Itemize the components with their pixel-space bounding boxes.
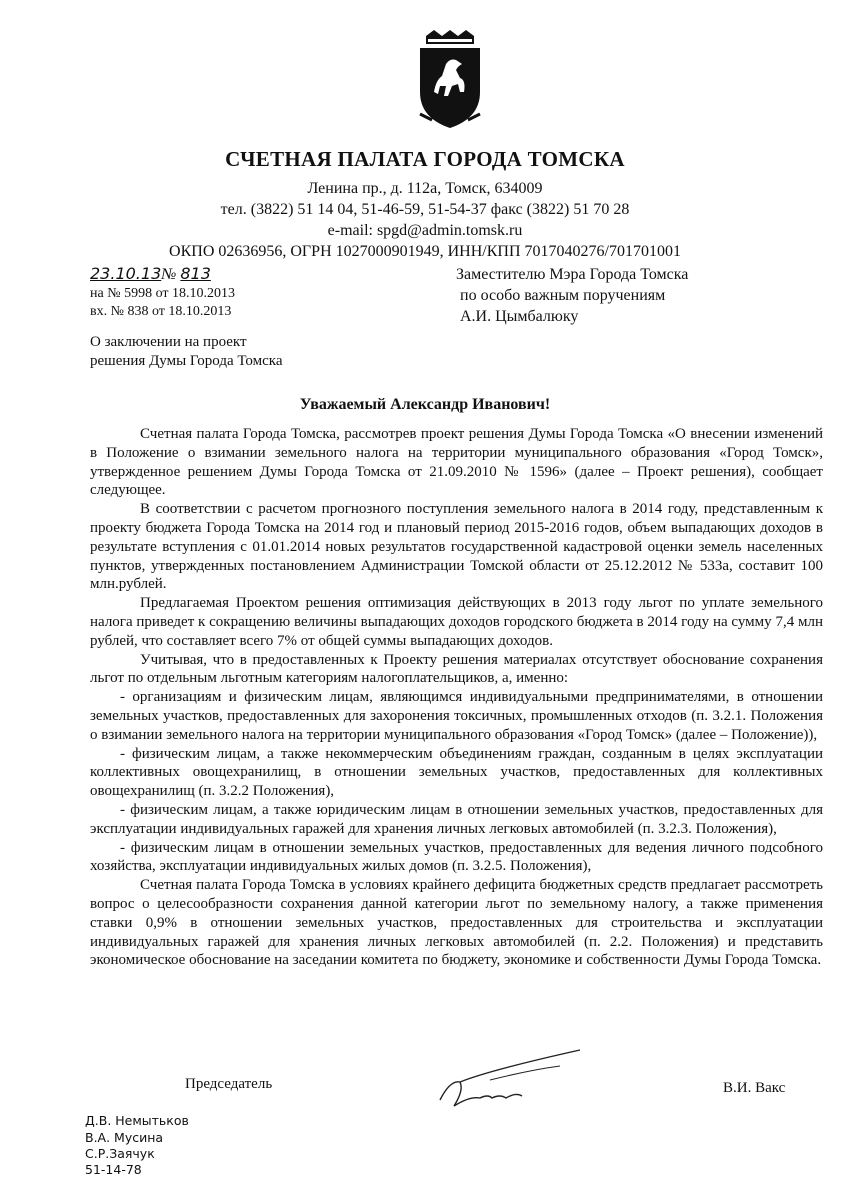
organization-codes: ОКПО 02636956, ОГРН 1027000901949, ИНН/КПП 7017040276/701701001 xyxy=(169,243,681,260)
signature-icon xyxy=(430,1040,590,1120)
executor-line: Д.В. Немытьков xyxy=(85,1113,189,1128)
list-item: - физическим лицам, а также юридическим лицам в отношении земельных участков, предоставленных для эксплуатации индивидуальных гаражей для хранения личных легковых автомобилей (п. 3.2.3. Положения), xyxy=(90,801,823,837)
outgoing-number-value: 813 xyxy=(180,264,211,283)
list-item: - физическим лицам, а также некоммерческим объединениям граждан, созданным в целях эксплуатации коллективных овощехранилищ, в отношении земельных участков, предоставленных для коллективных овощехранилищ (п. 3.2.2 Положения), xyxy=(90,745,823,800)
greeting: Уважаемый Александр Иванович! xyxy=(299,396,551,413)
body-paragraph: Предлагаемая Проектом решения оптимизация действующих в 2013 году льгот по уплате земельного налога приведет к сокращению величины выпадающих доходов городского бюджета в 2014 году на сумму 7,4 млн рублей, что составляет всего 7% от общей суммы выпадающих доходов. xyxy=(90,595,823,649)
subject-line: О заключении на проект xyxy=(90,334,247,350)
body-paragraph: Учитывая, что в предоставленных к Проекту решения материалах отсутствует обоснование сохранения льгот по отдельным льготным категориям налогоплательщиков, а, именно: xyxy=(90,651,823,687)
executor-line: С.Р.Заячук xyxy=(85,1146,155,1161)
outgoing-date: 23.10.13 xyxy=(90,264,162,283)
organization-phones: тел. (3822) 51 14 04, 51-46-59, 51-54-37 факс (3822) 51 70 28 xyxy=(220,201,630,218)
executor-phone: 51-14-78 xyxy=(85,1162,142,1177)
addressee-line: А.И. Цымбалюку xyxy=(460,308,579,325)
outgoing-number xyxy=(90,264,211,284)
addressee-line: Заместителю Мэра Города Томска xyxy=(456,266,689,283)
number-sign: № xyxy=(161,266,177,283)
body-paragraph: Счетная палата Города Томска, рассмотрев проект решения Думы Города Томска «О внесении изменений в Положение о взимании земельного налога на территории муниципального образования «Город Томск», утвержденное решением Думы Города Томска от 21.09.2010 № 1596» (далее – Проект решения), сообщает следующее. xyxy=(90,426,823,499)
organization-email: e-mail: spgd@admin.tomsk.ru xyxy=(327,222,523,239)
body-paragraph: В соответствии с расчетом прогнозного поступления земельного налога в 2014 году, представленным к проекту бюджета Города Томска на 2014 год и плановый период 2015-2016 годов, объем выпадающих доходов в результате вступления с 01.01.2014 новых результатов государственной кадастровой оценки земель населенных пунктов, утвержденных постановлением Администрации Томской области от 25.12.2012 № 533а, составит 100 млн.рублей. xyxy=(90,501,823,593)
list-item: - организациям и физическим лицам, являющимся индивидуальными предпринимателями, в отношении земельных участков, предоставленных для захоронения токсичных, промышленных отходов (п. 3.2.1. Положения о взимании земельного налога на территории муниципального образования «Город Томск» (далее – Положение)), xyxy=(90,689,823,743)
letter-body xyxy=(90,425,823,970)
body-paragraph: Счетная палата Города Томска в условиях крайнего дефицита бюджетных средств предлагает рассмотреть вопрос о целесообразности сохранения данной категории льгот по земельному налогу, а также применения ставки 0,9% в отношении земельных участков, предоставленных для строительства и эксплуатации индивидуальных гаражей для хранения личных легковых автомобилей (п. 2.2. Положения) и представить экономическое обоснование на заседании комитета по бюджету, экономике и собственности Думы Города Томска. xyxy=(90,877,823,969)
organization-name: СЧЕТНАЯ ПАЛАТА ГОРОДА ТОМСКА xyxy=(225,147,625,171)
subject-line: решения Думы Города Томска xyxy=(90,353,283,369)
organization-address: Ленина пр., д. 112а, Томск, 634009 xyxy=(307,180,543,197)
addressee-line: по особо важным поручениям xyxy=(460,287,666,304)
incoming-reference: вх. № 838 от 18.10.2013 xyxy=(90,304,232,319)
reply-reference: на № 5998 от 18.10.2013 xyxy=(90,286,235,301)
signatory-name: В.И. Вакс xyxy=(723,1080,786,1096)
executor-line: В.А. Мусина xyxy=(85,1130,164,1145)
coat-of-arms-icon xyxy=(412,30,488,130)
list-item: - физическим лицам в отношении земельных участков, предоставленных для ведения личного подсобного хозяйства, эксплуатации индивидуальных жилых домов (п. 3.2.5. Положения), xyxy=(90,839,823,875)
signature-label: Председатель xyxy=(185,1076,273,1092)
